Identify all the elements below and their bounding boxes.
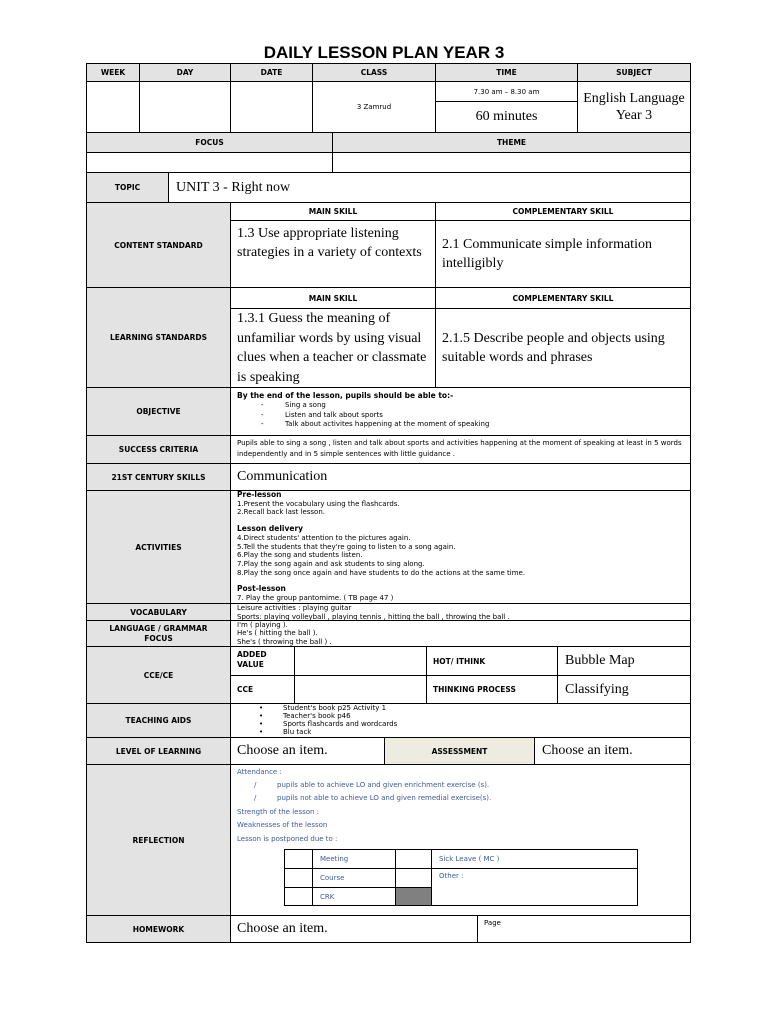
slash-mark: /: [254, 781, 257, 789]
not-achieve-text: pupils not able to achieve LO and given remedial exercise(s).: [277, 794, 492, 802]
ls-complementary-skill-header: COMPLEMENTARY SKILL: [435, 287, 691, 309]
assessment-label: ASSESSMENT: [384, 737, 535, 765]
page-title: DAILY LESSON PLAN YEAR 3: [263, 43, 505, 62]
added-value-label: ADDED VALUE: [230, 646, 295, 676]
vocabulary-field[interactable]: [230, 603, 691, 621]
cs-main-skill[interactable]: 1.3 Use appropriate listening strategies in a variety of contexts: [230, 220, 436, 288]
other-checkbox[interactable]: [395, 868, 432, 888]
day-header: DAY: [139, 63, 231, 82]
ls-main-skill[interactable]: 1.3.1 Guess the meaning of unfamiliar words by using visual clues when a teacher or classmate is speaking: [230, 308, 436, 388]
teaching-aid-item: • Teacher's book p46: [259, 712, 351, 720]
success-criteria-label: SUCCESS CRITERIA: [86, 435, 231, 464]
cs-complementary-skill-header: COMPLEMENTARY SKILL: [435, 202, 691, 221]
class-field[interactable]: 3 Zamrud: [312, 81, 436, 133]
activities-field[interactable]: [230, 490, 691, 604]
thinking-process-label: THINKING PROCESS: [426, 675, 558, 704]
week-header: WEEK: [86, 63, 140, 82]
lesson-delivery-heading: Lesson delivery: [237, 524, 304, 534]
theme-header: THEME: [332, 132, 691, 153]
vocabulary-line: Leisure activities : playing guitar: [237, 604, 352, 612]
crk-checkbox[interactable]: [284, 887, 313, 906]
date-header: DATE: [230, 63, 313, 82]
activity-step: 2.Recall back last lesson.: [237, 508, 325, 517]
level-of-learning-label: LEVEL OF LEARNING: [86, 737, 231, 765]
meeting-checkbox[interactable]: [284, 849, 313, 869]
ls-complementary-skill[interactable]: 2.1.5 Describe people and objects using suitable words and phrases: [435, 308, 691, 388]
objective-item: - Talk about activites happening at the moment of speaking: [261, 420, 490, 428]
activity-step: 7. Play the group pantomime. ( TB page 47 ): [237, 594, 394, 603]
objective-intro: By the end of the lesson, pupils should be able to:-: [237, 391, 454, 400]
vocabulary-label: VOCABULARY: [86, 603, 231, 621]
grammar-line: I'm ( playing ).: [237, 621, 288, 629]
sick-leave-label: Sick Leave ( MC ): [431, 849, 638, 869]
success-criteria-field[interactable]: Pupils able to sing a song , listen and talk about sports and activities happening at the moment of speaking at least in 5 words independently and in 5 simple sentences with little guidance .: [230, 435, 691, 464]
course-checkbox[interactable]: [284, 868, 313, 888]
time-header: TIME: [435, 63, 578, 82]
added-value-field[interactable]: [294, 646, 427, 676]
date-field[interactable]: [230, 81, 313, 133]
topic-label: TOPIC: [86, 172, 169, 203]
topic-field[interactable]: UNIT 3 - Right now: [168, 172, 691, 203]
time-field[interactable]: 7.30 am – 8.30 am: [435, 81, 578, 102]
activity-step: 6.Play the song and students listen.: [237, 551, 363, 560]
cce-field[interactable]: [294, 675, 427, 704]
teaching-aids-field[interactable]: [230, 703, 691, 738]
week-field[interactable]: [86, 81, 140, 133]
grammar-line: She's ( throwing the ball ) .: [237, 637, 332, 646]
cce-label: CCE/CE: [86, 646, 231, 704]
activity-step: 8.Play the song once again and have students to do the actions at the same time.: [237, 568, 526, 577]
grammar-label: LANGUAGE / GRAMMAR FOCUS: [86, 620, 231, 647]
objective-item: - Listen and talk about sports: [261, 410, 383, 419]
focus-header: FOCUS: [86, 132, 333, 153]
content-standard-label: CONTENT STANDARD: [86, 202, 231, 288]
vocabulary-line: Sports: playing volleyball , playing tennis , hitting the ball , throwing the ball .: [237, 612, 510, 621]
hot-field[interactable]: Bubble Map: [557, 646, 691, 676]
postponed-text: Lesson is postponed due to :: [237, 835, 338, 843]
activity-step: 5.Tell the students that they're going to listen to a song again.: [237, 542, 456, 551]
activity-step: 7.Play the song again and ask students to sing along.: [237, 559, 425, 568]
cce-sub-label: CCE: [230, 675, 295, 704]
hot-label: HOT/ ITHINK: [426, 646, 558, 676]
homework-label: HOMEWORK: [86, 915, 231, 943]
activity-step: 4.Direct students' attention to the pictures again.: [237, 533, 411, 542]
teaching-aid-item: • Blu tack: [259, 728, 312, 736]
duration-field[interactable]: 60 minutes: [435, 101, 578, 133]
cs-main-skill-header: MAIN SKILL: [230, 202, 436, 221]
focus-field[interactable]: [86, 152, 333, 173]
grammar-field[interactable]: [230, 620, 691, 647]
objective-item: - Sing a song: [261, 401, 326, 409]
assessment-dropdown[interactable]: Choose an item.: [534, 737, 691, 765]
strength-text: Strength of the lesson :: [237, 808, 320, 816]
shaded-cell: [395, 887, 432, 906]
attendance-text: Attendance :: [237, 768, 282, 776]
activity-step: 1.Present the vocabulary using the flashcards.: [237, 499, 400, 508]
sick-leave-checkbox[interactable]: [395, 849, 432, 869]
meeting-label: Meeting: [312, 849, 396, 869]
slash-mark: /: [254, 794, 257, 802]
other-label: Other :: [431, 868, 638, 906]
teaching-aids-label: TEACHING AIDS: [86, 703, 231, 738]
teaching-aid-item: • Student's book p25 Activity 1: [259, 704, 387, 712]
objective-field[interactable]: [230, 387, 691, 436]
activities-label: ACTIVITIES: [86, 490, 231, 604]
homework-dropdown[interactable]: Choose an item.: [230, 915, 478, 943]
century-skills-field[interactable]: Communication: [230, 463, 691, 491]
course-label: Course: [312, 868, 396, 888]
day-field[interactable]: [139, 81, 231, 133]
teaching-aid-item: • Sports flashcards and wordcards: [259, 720, 398, 728]
learning-standards-label: LEARNING STANDARDS: [86, 287, 231, 388]
theme-field[interactable]: [332, 152, 691, 173]
ls-main-skill-header: MAIN SKILL: [230, 287, 436, 309]
post-lesson-heading: Post-lesson: [237, 584, 286, 594]
achieve-text: pupils able to achieve LO and given enrichment exercise (s).: [277, 781, 490, 789]
grammar-line: He's ( hitting the ball ).: [237, 629, 318, 638]
reflection-label: REFLECTION: [86, 764, 231, 916]
page-field[interactable]: Page: [477, 915, 691, 943]
crk-label: CRK: [312, 887, 396, 906]
class-header: CLASS: [312, 63, 436, 82]
century-skills-label: 21ST CENTURY SKILLS: [86, 463, 231, 491]
cs-complementary-skill[interactable]: 2.1 Communicate simple information intelligibly: [435, 220, 691, 288]
subject-field[interactable]: English Language Year 3: [577, 81, 691, 133]
weakness-text: Weaknesses of the lesson: [237, 821, 328, 829]
subject-header: SUBJECT: [577, 63, 691, 82]
objective-label: OBJECTIVE: [86, 387, 231, 436]
thinking-process-field[interactable]: Classifying: [557, 675, 691, 704]
pre-lesson-heading: Pre-lesson: [237, 490, 282, 499]
level-of-learning-dropdown[interactable]: Choose an item.: [230, 737, 385, 765]
